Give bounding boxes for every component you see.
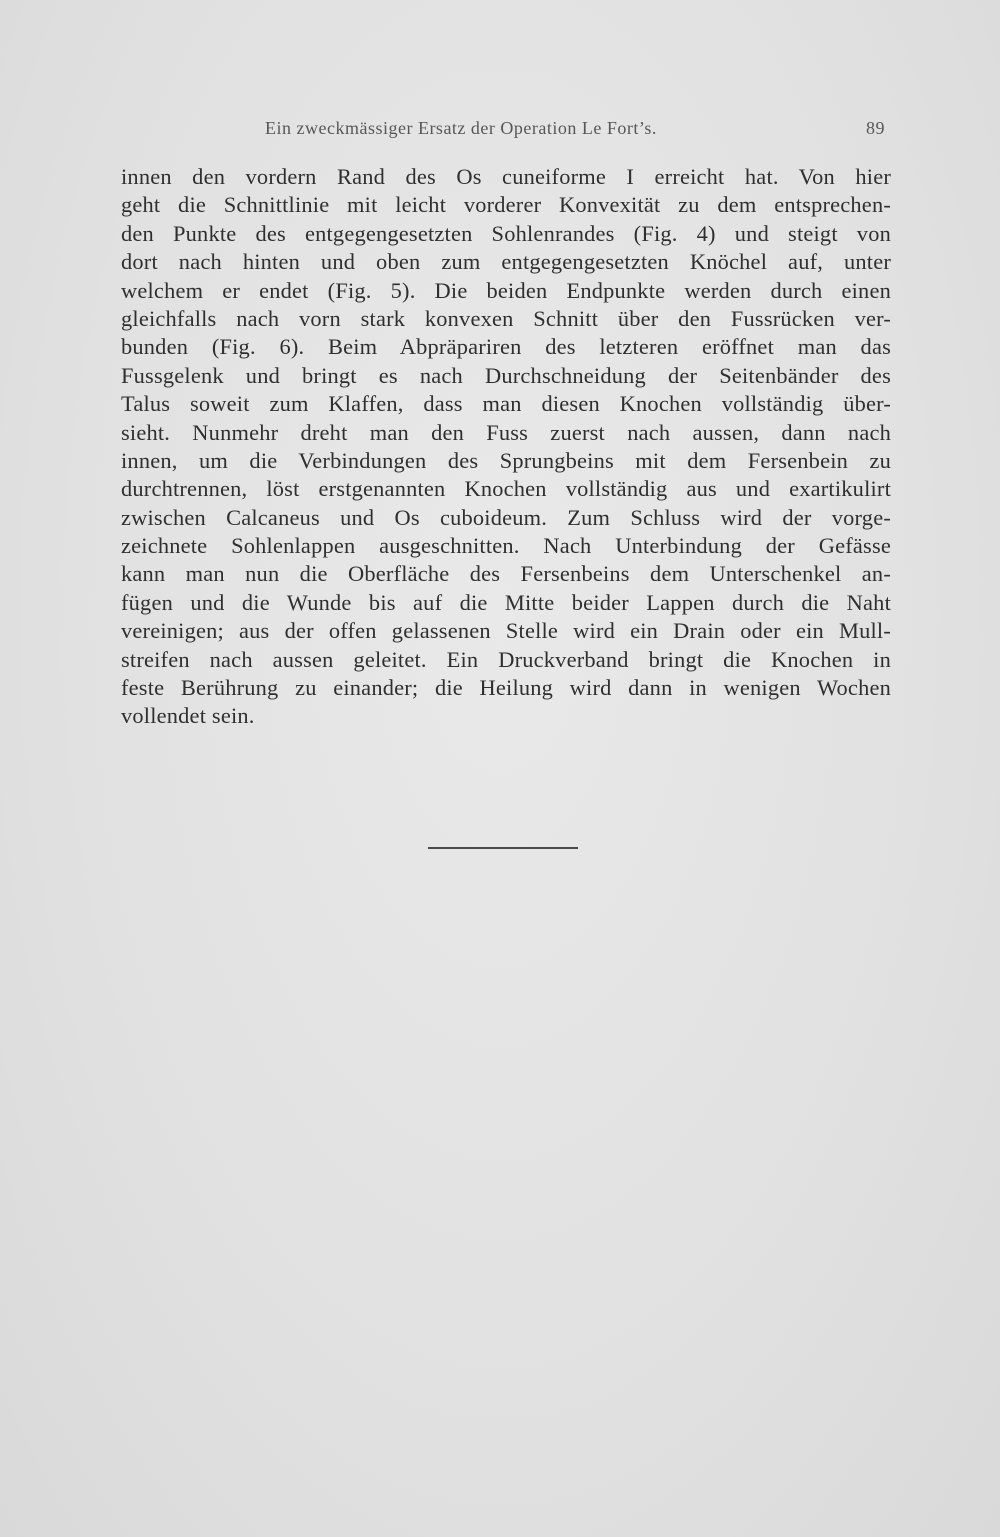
text-line: bunden (Fig. 6). Beim Abpräpariren des letzteren eröffnet man das (121, 334, 891, 360)
text-line: Talus soweit zum Klaffen, dass man diesen Knochen vollständig über- (121, 391, 891, 417)
text-line: sieht. Nunmehr dreht man den Fuss zuerst nach aussen, dann nach (121, 419, 891, 445)
text-line: durchtrennen, löst erstgenannten Knochen vollständig aus und exartikulirt (121, 476, 891, 502)
text-line: zeichnete Sohlenlappen ausgeschnitten. Nach Unterbindung der Gefässe (121, 533, 891, 559)
running-head: Ein zweckmässiger Ersatz der Operation Le Fort’s. (265, 118, 657, 138)
text-line: vereinigen; aus der offen gelassenen Stelle wird ein Drain oder ein Mull- (121, 618, 891, 644)
text-line: innen, um die Verbindungen des Sprungbeins mit dem Fersenbein zu (121, 447, 891, 473)
body-paragraph (121, 163, 891, 731)
text-line: fügen und die Wunde bis auf die Mitte beider Lappen durch die Naht (121, 589, 891, 615)
text-line: feste Berührung zu einander; die Heilung wird dann in wenigen Wochen (121, 675, 891, 701)
text-line: welchem er endet (Fig. 5). Die beiden Endpunkte werden durch einen (121, 277, 891, 303)
text-line: gleichfalls nach vorn stark konvexen Schnitt über den Fussrücken ver- (121, 305, 891, 331)
text-line: geht die Schnittlinie mit leicht vorderer Konvexität zu dem entsprechen- (121, 192, 891, 218)
text-line: den Punkte des entgegengesetzten Sohlenrandes (Fig. 4) und steigt von (121, 220, 891, 246)
text-line: zwischen Calcaneus und Os cuboideum. Zum Schluss wird der vorge- (121, 504, 891, 530)
page-header (265, 118, 885, 146)
text-line: streifen nach aussen geleitet. Ein Druckverband bringt die Knochen in (121, 646, 891, 672)
text-line: kann man nun die Oberfläche des Fersenbeins dem Unterschenkel an- (121, 561, 891, 587)
text-line-last: vollendet sein. (121, 703, 255, 729)
text-line: dort nach hinten und oben zum entgegengesetzten Knöchel auf, unter (121, 249, 891, 275)
text-line: innen den vordern Rand des Os cuneiforme I erreicht hat. Von hier (121, 164, 891, 189)
page-number: 89 (866, 118, 885, 138)
section-end-rule (428, 847, 578, 849)
text-line: Fussgelenk und bringt es nach Durchschneidung der Seitenbänder des (121, 362, 891, 388)
